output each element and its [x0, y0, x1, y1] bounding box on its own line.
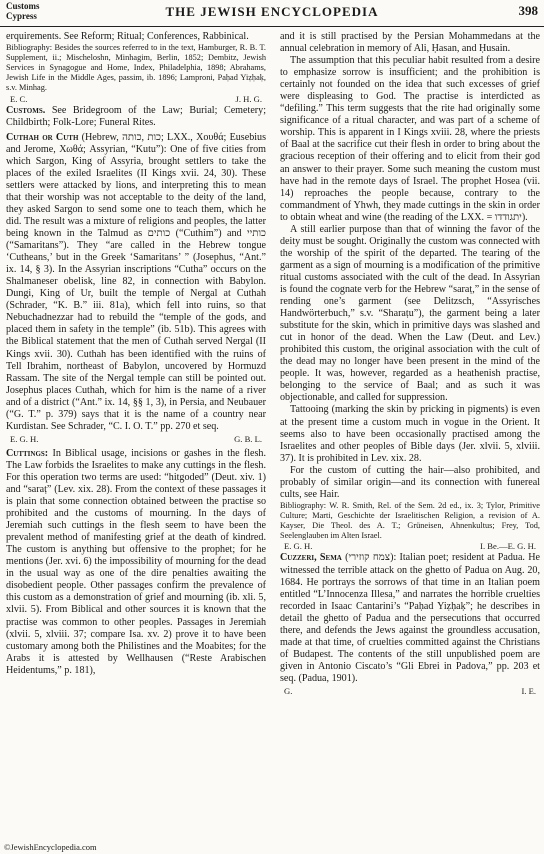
paragraph: Tattooing (marking the skin by pricking in pigments) is even at the present time a custom much in vogue in the Orient. It seems also to have been occasionally practised among the Israelites and other peoples of Bible days (Jer. xlvii. 5, xlviii. 37). It is prohibited in Lev. xix. 28. — [280, 404, 540, 464]
entry-customs — [6, 105, 266, 129]
signature-right: J. H. G. — [235, 93, 262, 104]
entry-cuzzeri — [280, 552, 540, 685]
entry-heading: Cuttings: — [6, 447, 49, 459]
paragraph: For the custom of cutting the hair—also prohibited, and probably of similar origin—and its connection with funereal cults, see Hair. — [280, 464, 540, 500]
entry-heading: Cuthah or Cuth — [6, 131, 79, 143]
signature-left: E. G. H. — [284, 541, 313, 552]
paragraph: and it is still practised by the Persian Mohammedans at the annual celebration in memory of Ali, Ḥasan, and Ḥusain. — [280, 31, 540, 55]
entry-heading: Cuzzeri, Sema — [280, 552, 342, 564]
guide-word-bottom: Cypress — [6, 11, 37, 21]
signature-line — [6, 433, 266, 445]
signature-right: I. Be.—E. G. H. — [480, 541, 536, 552]
guide-word-top: Customs — [6, 1, 40, 11]
entry-heading: Customs. — [6, 104, 46, 116]
signature-line — [280, 540, 540, 552]
entry-text: In Biblical usage, incisions or gashes in the flesh. The Law forbids the Israelites to make any cuttings in the flesh. For this operation two terms are used: “hitgoded” (Deut. xiv. 1) and “saraṭ” (Lev. xix. 28). From the context of these passages it is plain that some connection obtained between the practise so prohibited and the customs of mourning. In the days of Jeremiah such cuttings in the flesh seem to have been the prevalent method of manifesting grief at the death of kindred. The custom is anything but offensive to the prophet; for he mentions (Jer. xvi. 6) the impossibility of mourning for the dead in the usual way as one of the dire penalties awaiting the disobedient people. Other passages confirm the prevalence of this custom as a demonstration of grief and mourning (ib. xli. 5, xlvii. 5). From Biblical and other sources it is known that the practise was common to other peoples. Passages in Jeremiah (xlvii. 5, xlviii. 37; compare Isa. xv. 2) prove it to have been customary among both the Philistines and the Moabites; for the Arabs it is attested by Wellhausen (“Reste Arabischen Heidentums,” p. 181), — [6, 447, 267, 676]
signature-right: I. E. — [521, 685, 536, 696]
bibliography-cuttings: Bibliography: W. R. Smith, Rel. of the Sem. 2d ed., ix. 3; Tylor, Primitive Culture; Marti, Geschichte der Israelitischen Religion, a revision of A. Kayser, Die Theol. des A. T.; Grüneisen, Ahnenkultus; Frey, Tod, Seelenglauben im Alten Israel. — [280, 500, 540, 540]
entry-text: (Hebrew, כות ,כותה; LXX., Χουθά; Eusebius and Jerome, Χωθά; Assyrian, “Kutu”): One of five cities from which Sargon, King of Assyria, brought settlers to take the places of the exiled Israelites (II Kings xvii. 24, 30). These settlers were attacked by lions, and interpreting this to mean that their worship was not acceptable to the deity of the land, they asked Sargon to send some one to teach them, which he did. The result was a mixture of religions and peoples, the latter being known in the Talmud as כותים (“Cuthim”) and כותיי (“Samaritans”). They “are called in the Hebrew tongue ‘Cutheans,’ but in the Greek ‘Samaritans’ ” (Josephus, “Ant.” ix. 14, § 3). In the Assyrian inscriptions “Cutha” occurs on the Shalmaneser obelisk, line 82, in connection with Babylon. Dungi, King of Ur, built the temple of Nergal at Cuthah (Schrader, “K. B.” iii. 81a), which fell into ruins, so that Nebuchadnezzar had to rebuild the “temple of the gods, and placed them in safety in the temple” (ib. 51b). This agrees with the Biblical statement that the men of Cuthah served Nergal (II Kings xvii. 30). Cuthah has been identified with the ruins of Tell Ibrahim, northeast of Babylon, uncovered by Hormuzd Rassam. The site of the Nergal temple can still be pointed out. Josephus places Cuthah, which for him is the name of a river and of a district (“Ant.” ix. 14, §§ 1, 3), in Persia, and Neubauer (“G. T.” p. 379) says that it is the name of a country near Kurdistan. See Schrader, “C. I. O. T.” pp. 270 et seq. — [6, 131, 267, 432]
paragraph: The assumption that this peculiar habit resulted from a desire to emphasize sorrow is insufficient; and the prohibition is certainly not founded on the idea that such excesses of grief were displeasing to God. The practise is interdicted as “defiling.” This term suggests that the rite had originally some significance of a ritual character, and was part of a scheme of worship. This is apparent in I Kings xviii. 28, where the priests of Baal at the sacrifice cut their flesh in order to bring about the gracious reception of their offering and to elicit from their god an answer to their prayer. Some such meaning the custom must have had in the remote days of Israel. The prophet Hosea (vii. 14) reproaches the people because, contrary to the commandment of Yhwh, they made cuttings in the skin in order to obtain wheat and wine (the reading of the LXX. = יתגודדו). — [280, 55, 540, 223]
entry-cuttings — [6, 448, 266, 677]
paragraph: A still earlier purpose than that of winning the favor of the deity must be sought. Originally the custom was connected with the worship of the spirit of the departed. The tearing of the garment as a sign of mourning is a modification of the primitive ritual customs associated with the cult of the dead. In Assyrian is found the cognate verb for the Hebrew “saraṭ,” in the sense of rending one’s garment (see Delitzsch, “Assyrisches Handwörterbuch,” s.v. “Sharaṭu”), the garment being a later substitute for the skin, which in primitive days was slashed and cut in honor of the dead. When the Law (Deut. and Lev.) prohibited this custom, the original association with the cult of the dead may no longer have been present in the mind of the people. It was, however, regarded as a heathenish practise, belonging to the service of Baal; and as such it was objectionable, and called for suppression. — [280, 223, 540, 404]
signature-left: E. C. — [10, 93, 28, 104]
copyright-credit: ©JewishEncyclopedia.com — [4, 842, 97, 852]
signature-left: E. G. H. — [10, 433, 39, 444]
right-column — [280, 31, 540, 697]
signature-left: G. — [284, 685, 293, 696]
entry-text: See Bridegroom of the Law; Burial; Cemetery; Childbirth; Folk-Lore; Funeral Rites. — [6, 104, 267, 128]
intro-paragraph: erquirements. See Reform; Ritual; Conferences, Rabbinical. — [6, 31, 249, 42]
entry-cuthah — [6, 132, 266, 433]
running-title: THE JEWISH ENCYCLOPEDIA — [165, 4, 379, 19]
signature-right: G. B. L. — [234, 433, 262, 444]
page-number: 398 — [518, 3, 538, 18]
left-column — [6, 31, 266, 677]
signature-line — [6, 93, 266, 105]
page-header — [0, 0, 544, 27]
signature-line — [280, 685, 540, 697]
entry-text: (צמח קוזירי): Italian poet; resident at Padua. He witnessed the terrible attack on the ghetto of Padua on Aug. 20, 1684. He portrays the sorrows of that time in an Italian poem entitled “L’Innocenza Illesa,” and narrates the horrible cruelties recorded in Isaac Cantarini’s “Paḥad Yiẓḥaḳ”; he describes in detail the ghetto of Padua and the persecutions that occurred there, and defends the Jews against the groundless accusation, made at that time, of cruelties committed against the Christians of Budapest. The contents of the still unpublished poem are given in Antonio Ciscato’s “Gli Ebrei in Padova,” pp. 203 et seq. (Padua, 1901). — [280, 552, 540, 684]
bibliography-customs: Bibliography: Besides the sources referred to in the text, Hamburger, R. B. T. Supplement, ii.; Mischeloshn, Minhagim, Berlin, 1852; Dembitz, Jewish Services in Synagogue and Home, Index, Philadelphia, 1898; Abrahams, Jewish Life in the Middle Ages, passim, ib. 1896; Lamproni, Paḥad Yiẓḥaḳ, s.v. Minhag. — [6, 43, 266, 92]
